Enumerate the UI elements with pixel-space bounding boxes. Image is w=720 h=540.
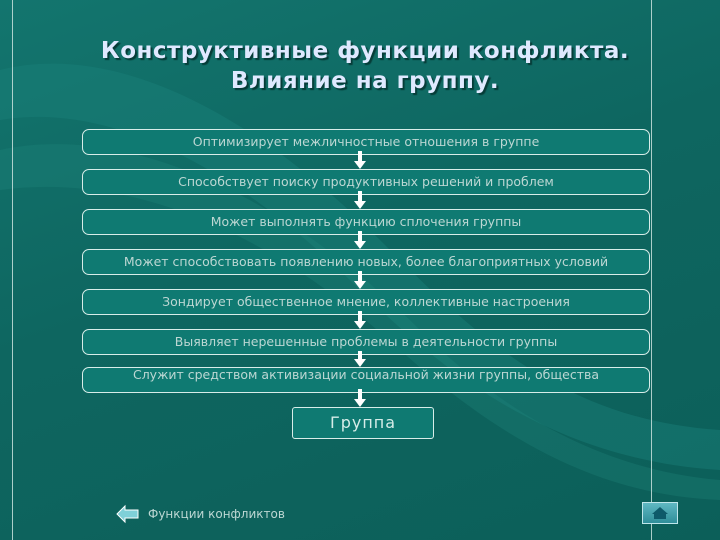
connector-arrow-7: [358, 389, 362, 399]
connector-arrow-3: [358, 231, 362, 241]
step-box-7: Служит средством активизации социальной жизни группы, общества: [82, 367, 650, 393]
back-arrow-icon: [116, 504, 140, 524]
connector-arrow-1: [358, 151, 362, 161]
step-box-5: Зондирует общественное мнение, коллективные настроения: [82, 289, 650, 315]
title-line-2: Влияние на группу.: [230, 68, 500, 94]
step-box-6: Выявляет нерешенные проблемы в деятельности группы: [82, 329, 650, 355]
connector-arrowhead-5: [354, 321, 366, 329]
connector-arrow-5: [358, 311, 362, 321]
connector-arrow-6: [358, 351, 362, 359]
slide-title: [60, 36, 670, 96]
connector-arrowhead-4: [354, 281, 366, 289]
connector-arrow-2: [358, 191, 362, 201]
home-icon: [651, 506, 669, 520]
step-box-1: Оптимизирует межличностные отношения в группе: [82, 129, 650, 155]
step-box-2: Способствует поиску продуктивных решений и проблем: [82, 169, 650, 195]
connector-arrowhead-2: [354, 201, 366, 209]
connector-arrow-4: [358, 271, 362, 281]
home-button[interactable]: [642, 502, 678, 524]
title-line-1: Конструктивные функции конфликта.: [100, 38, 630, 64]
connector-arrowhead-3: [354, 241, 366, 249]
left-border-line: [12, 0, 13, 540]
step-box-3: Может выполнять функцию сплочения группы: [82, 209, 650, 235]
connector-arrowhead-7: [354, 399, 366, 407]
back-link[interactable]: [116, 503, 285, 525]
step-box-4: Может способствовать появлению новых, более благоприятных условий: [82, 249, 650, 275]
connector-arrowhead-1: [354, 161, 366, 169]
connector-arrowhead-6: [354, 359, 366, 367]
group-box: Группа: [292, 407, 434, 439]
back-link-label: Функции конфликтов: [148, 507, 285, 521]
